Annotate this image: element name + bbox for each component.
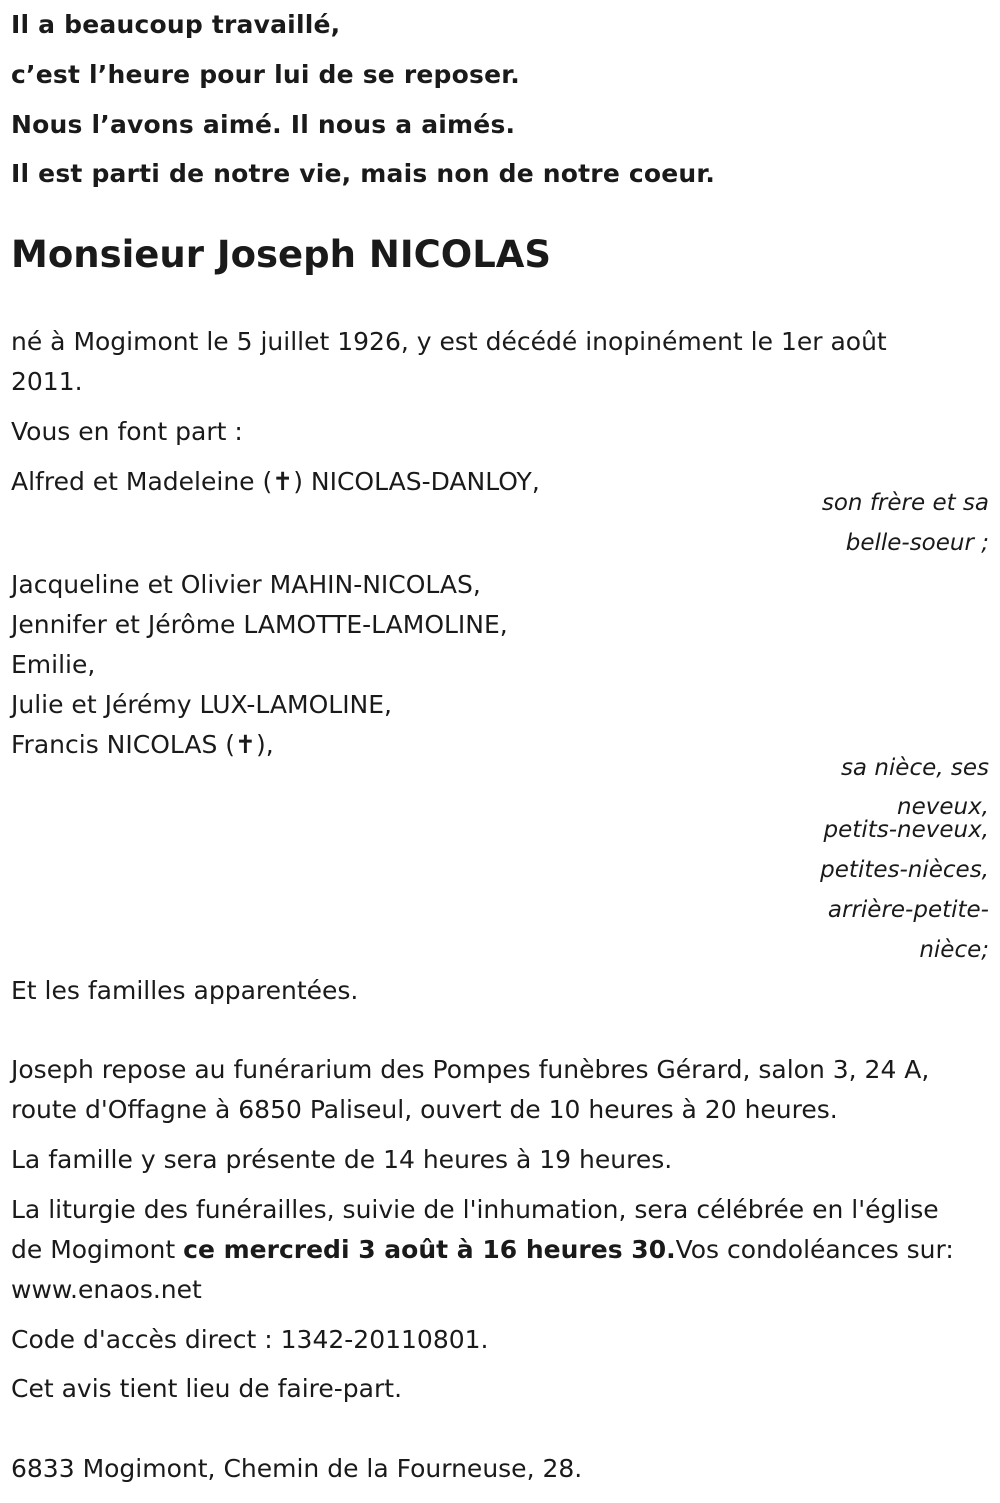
website-link[interactable]: www.enaos.net bbox=[11, 1275, 202, 1304]
relationship-text: arrière-petite- bbox=[827, 897, 989, 923]
liturgy-location: de Mogimont bbox=[11, 1235, 184, 1264]
family-line: Francis NICOLAS (✝), bbox=[11, 730, 274, 759]
ceremony-datetime: ce mercredi 3 août à 16 heures 30. bbox=[183, 1235, 676, 1264]
liturgy-line-2 bbox=[11, 1230, 954, 1270]
relationship-text: sa nièce, ses bbox=[840, 755, 989, 781]
relationship-text: belle-soeur ; bbox=[845, 530, 989, 556]
liturgy-line-1: La liturgie des funérailles, suivie de l'inhumation, sera célébrée en l'église bbox=[11, 1195, 939, 1224]
poem-line-4: Il est parti de notre vie, mais non de notre coeur. bbox=[11, 159, 716, 188]
address-text: 6833 Mogimont, Chemin de la Fourneuse, 28. bbox=[11, 1454, 583, 1483]
relationship-text: petites-nièces, bbox=[820, 857, 989, 883]
relationship-text: nièce; bbox=[919, 937, 989, 963]
family-line: Jennifer et Jérôme LAMOTTE-LAMOLINE, bbox=[11, 610, 508, 639]
announce-text: Vous en font part : bbox=[11, 417, 243, 446]
family-line: Jacqueline et Olivier MAHIN-NICOLAS, bbox=[11, 570, 481, 599]
deceased-name: Monsieur Joseph NICOLAS bbox=[11, 233, 552, 276]
poem-line-3: Nous l’avons aimé. Il nous a aimés. bbox=[11, 110, 516, 139]
funerarium-line-1: Joseph repose au funérarium des Pompes funèbres Gérard, salon 3, 24 A, bbox=[11, 1055, 930, 1084]
birth-death-line-1: né à Mogimont le 5 juillet 1926, y est décédé inopinément le 1er août bbox=[11, 327, 887, 356]
extended-family-text: Et les familles apparentées. bbox=[11, 976, 359, 1005]
birth-death-line-2: 2011. bbox=[11, 367, 83, 396]
relationship-text: neveux, bbox=[897, 794, 989, 820]
notice-text: Cet avis tient lieu de faire-part. bbox=[11, 1374, 403, 1403]
funerarium-line-2: route d'Offagne à 6850 Paliseul, ouvert de 10 heures à 20 heures. bbox=[11, 1095, 838, 1124]
family-line: Emilie, bbox=[11, 650, 96, 679]
condolences-label: Vos condoléances sur: bbox=[675, 1235, 954, 1264]
relationship-text: son frère et sa bbox=[821, 490, 989, 516]
family-line: Julie et Jérémy LUX-LAMOLINE, bbox=[11, 690, 393, 719]
poem-line-2: c’est l’heure pour lui de se reposer. bbox=[11, 60, 520, 89]
poem-line-1: Il a beaucoup travaillé, bbox=[11, 10, 341, 39]
access-code-text: Code d'accès direct : 1342-20110801. bbox=[11, 1325, 489, 1354]
family-line: Alfred et Madeleine (✝) NICOLAS-DANLOY, bbox=[11, 467, 540, 496]
relationship-text: petits-neveux, bbox=[823, 817, 989, 843]
presence-text: La famille y sera présente de 14 heures à 19 heures. bbox=[11, 1145, 673, 1174]
